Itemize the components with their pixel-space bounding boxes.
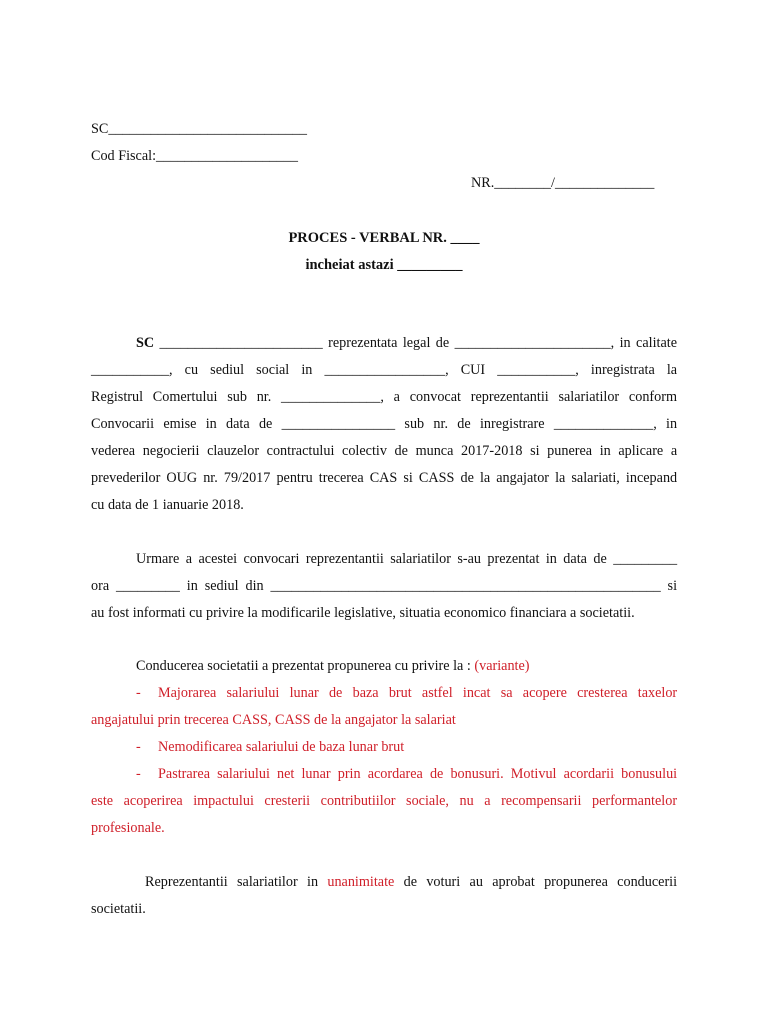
word: nu — [459, 793, 474, 809]
document-subtitle: incheiat astazi _________ — [305, 257, 463, 273]
word: ______________________, — [454, 335, 615, 351]
word: din — [245, 578, 264, 594]
proposal-intro-text: Conducerea societatii a prezentat propunerea cu privire la : — [136, 658, 471, 674]
word: ___________, — [91, 362, 173, 378]
registration-number — [471, 174, 654, 192]
word: Convocarii — [91, 416, 155, 432]
word: trecerea — [318, 470, 364, 486]
word: in — [599, 443, 611, 459]
word: 2017-2018 — [461, 443, 523, 459]
word: de — [328, 685, 343, 701]
word: _______________________ — [159, 335, 323, 351]
p2-line-1 — [91, 550, 677, 568]
p1-line-6 — [91, 469, 677, 487]
word: s-au — [457, 551, 481, 567]
word: 79/2017 — [223, 470, 271, 486]
company-label: SC — [91, 121, 109, 137]
word: de — [403, 874, 418, 890]
word: nr. — [256, 389, 272, 405]
word: conform — [628, 389, 677, 405]
word: baza — [352, 685, 379, 701]
word: vederea — [91, 443, 136, 459]
fiscal-blank: ____________________ — [156, 148, 298, 164]
option-1-bullet: - — [136, 685, 141, 701]
word: reprezentantii — [305, 551, 384, 567]
option-2-bullet: - — [136, 739, 141, 755]
p2-line-3: au fost informati cu privire la modificarile legislative, situatia economico financiara a societatii. — [91, 605, 635, 621]
word: salariati, — [571, 470, 620, 486]
word: lunar — [289, 685, 319, 701]
p1-line-1 — [91, 334, 677, 352]
word: a — [670, 443, 678, 459]
document-title: PROCES - VERBAL NR. ____ — [288, 230, 480, 246]
word: cresterea — [577, 685, 628, 701]
word: Comertului — [152, 389, 218, 405]
word: cu — [184, 362, 199, 378]
word: Motivul — [510, 766, 557, 782]
word: in — [666, 416, 678, 432]
option-3-bullet: - — [136, 766, 141, 782]
word: data — [563, 551, 587, 567]
word: inregistrare — [479, 416, 545, 432]
word: Majorarea — [158, 685, 217, 701]
word: in — [545, 551, 557, 567]
fiscal-code-header — [91, 147, 298, 165]
word: a — [484, 793, 491, 809]
word: salariatilor — [390, 551, 451, 567]
word: ___________, — [497, 362, 579, 378]
word: sub — [404, 416, 425, 432]
word: contractului — [266, 443, 335, 459]
word: _________ — [613, 551, 678, 567]
word: prezentat — [487, 551, 540, 567]
word: nr. — [433, 416, 449, 432]
word: munca — [415, 443, 454, 459]
option-3-line-2 — [91, 792, 677, 810]
word: pentru — [276, 470, 313, 486]
word: acordarii — [563, 766, 615, 782]
word: ______________, — [281, 389, 384, 405]
word: sediul — [210, 362, 245, 378]
option-2-line-1: Nemodificarea salariului de baza lunar brut — [158, 739, 405, 755]
word: Pastrarea — [158, 766, 210, 782]
word: salariatilor — [558, 389, 620, 405]
option-1-line-1 — [158, 684, 677, 702]
word: performantelor — [591, 793, 678, 809]
word: ______________, — [553, 416, 657, 432]
word: emise — [163, 416, 197, 432]
word: social — [256, 362, 290, 378]
word: Urmare — [136, 551, 180, 567]
word: conducerii — [617, 874, 678, 890]
p1-line-4 — [91, 415, 677, 433]
word: in — [301, 362, 313, 378]
word: prin — [337, 766, 361, 782]
word: colectiv — [342, 443, 387, 459]
word: _________________, — [324, 362, 449, 378]
word: SC — [136, 335, 155, 351]
word: sa — [500, 685, 513, 701]
word: este — [91, 793, 114, 809]
word: data — [226, 416, 250, 432]
nr-blank-2: ______________ — [554, 175, 655, 191]
word: acopere — [522, 685, 567, 701]
word: si — [403, 470, 413, 486]
word: la — [666, 362, 678, 378]
word: Registrul — [91, 389, 144, 405]
word: ________________ — [281, 416, 396, 432]
word: si — [530, 443, 540, 459]
option-3-line-1 — [158, 765, 677, 783]
word: reprezentantii — [470, 389, 549, 405]
company-header — [91, 120, 307, 138]
word: punerea — [547, 443, 593, 459]
word: de — [593, 551, 607, 567]
word: reprezentata legal de — [328, 335, 450, 351]
word: inregistrata — [590, 362, 655, 378]
word: unanimitate — [327, 874, 395, 890]
word: in — [186, 578, 198, 594]
word: convocari — [243, 551, 300, 567]
word: si — [667, 578, 678, 594]
word: acordarea — [367, 766, 423, 782]
p1-line-5 — [91, 442, 677, 460]
word: incat — [462, 685, 491, 701]
p4-line-1 — [91, 873, 677, 891]
word: angajator — [496, 470, 550, 486]
option-1-line-2: angajatului prin trecerea CASS, CASS de la angajator la salariat — [91, 712, 456, 728]
word: salariului — [217, 766, 270, 782]
word: CASS — [418, 470, 455, 486]
p2-line-2 — [91, 577, 677, 595]
proposal-intro — [136, 657, 530, 675]
p1-line-7: cu data de 1 ianuarie 2018. — [91, 497, 244, 513]
word: convocat — [409, 389, 461, 405]
company-blank: ____________________________ — [108, 121, 307, 137]
word: voturi — [426, 874, 461, 890]
word: la — [555, 470, 566, 486]
word: OUG — [166, 470, 198, 486]
proposal-variants-note: (variante) — [474, 658, 530, 674]
word: _______________________________________________________ — [270, 578, 661, 594]
nr-blank-1: ________ — [494, 175, 552, 191]
word: sediul — [204, 578, 239, 594]
nr-separator: / — [551, 175, 555, 191]
fiscal-label: Cod Fiscal: — [91, 148, 157, 164]
word: in — [205, 416, 217, 432]
word: cresterii — [264, 793, 311, 809]
word: incepand — [625, 470, 678, 486]
word: in — [307, 874, 319, 890]
word: Reprezentantii — [145, 874, 228, 890]
word: astfel — [421, 685, 453, 701]
word: aplicare — [618, 443, 664, 459]
word: negocierii — [142, 443, 200, 459]
word: de — [457, 416, 471, 432]
word: contributiilor — [320, 793, 396, 809]
word: CAS — [369, 470, 398, 486]
word: nr. — [203, 470, 218, 486]
word: de — [394, 443, 408, 459]
word: sub — [227, 389, 247, 405]
word: recompensarii — [501, 793, 582, 809]
word: clauzelor — [207, 443, 260, 459]
word: sociale, — [406, 793, 449, 809]
word: de — [258, 416, 273, 432]
word: net — [277, 766, 295, 782]
word: lunar — [301, 766, 331, 782]
word: prevederilor — [91, 470, 161, 486]
word: brut — [388, 685, 412, 701]
word: CUI — [460, 362, 486, 378]
word: aprobat — [492, 874, 535, 890]
word: _________ — [116, 578, 180, 594]
p1-line-3 — [91, 388, 677, 406]
word: propunerea — [544, 874, 608, 890]
word: salariului — [226, 685, 280, 701]
word: a — [185, 551, 193, 567]
word: taxelor — [637, 685, 678, 701]
word: acestei — [198, 551, 238, 567]
word: la — [479, 470, 491, 486]
option-3-line-3: profesionale. — [91, 820, 165, 836]
word: ora — [91, 578, 110, 594]
p1-line-2 — [91, 361, 677, 379]
word: bonusului — [621, 766, 678, 782]
word: salariatilor — [237, 874, 298, 890]
word: impactului — [193, 793, 254, 809]
word: a — [393, 389, 400, 405]
p4-line-2: societatii. — [91, 901, 146, 917]
word: bonusuri. — [450, 766, 504, 782]
word: in calitate — [619, 335, 678, 351]
nr-label: NR. — [471, 175, 495, 191]
word: acoperirea — [123, 793, 183, 809]
word: de — [460, 470, 474, 486]
word: au — [469, 874, 483, 890]
word: de — [429, 766, 444, 782]
